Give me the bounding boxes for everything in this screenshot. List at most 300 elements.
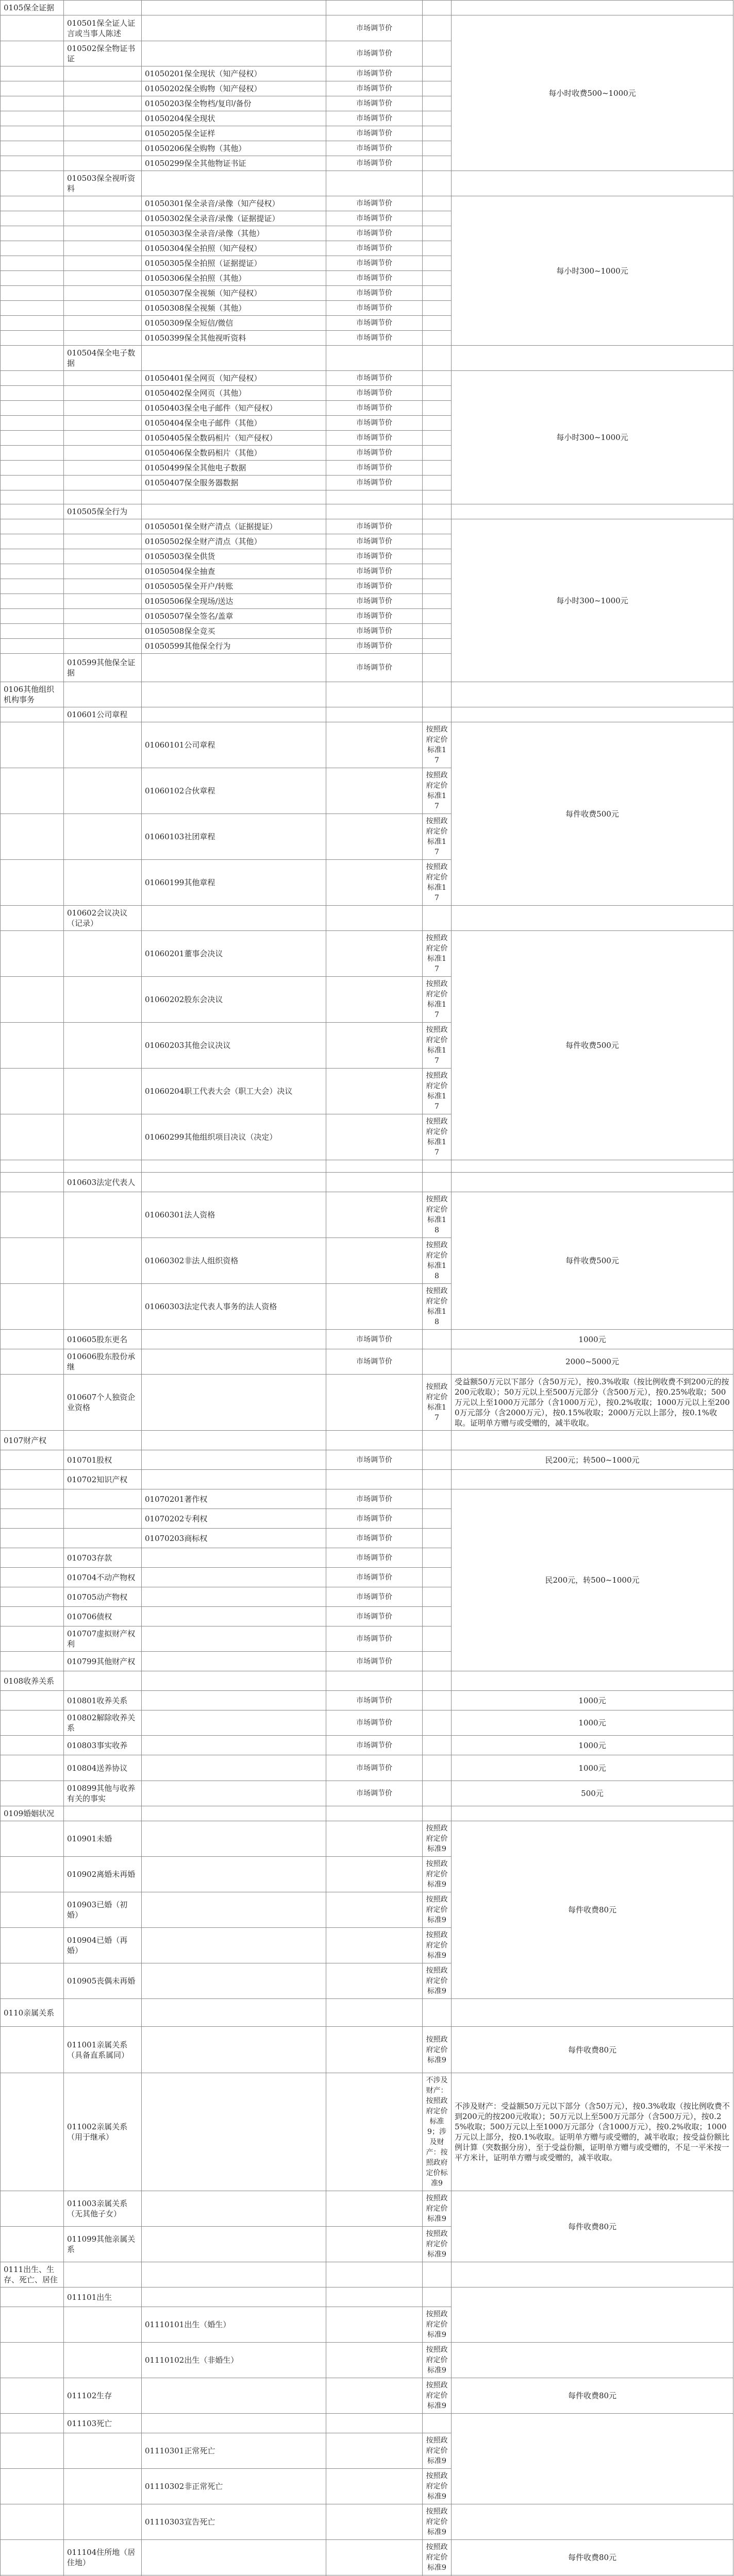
table-row xyxy=(1,2540,733,2575)
subitem-cell: 01050406保全数码相片（其他） xyxy=(142,446,326,461)
fee-standard-cell: 每件收费80元 xyxy=(452,1821,733,1999)
gov-price-cell xyxy=(423,301,452,316)
market-price-cell xyxy=(326,2414,423,2433)
market-price-cell xyxy=(326,2307,423,2343)
market-price-cell: 市场调节价 xyxy=(326,196,423,211)
fee-standard-cell xyxy=(452,2343,733,2378)
category-cell: 0110亲属关系 xyxy=(1,1999,64,2027)
fee-standard-cell: 1000元 xyxy=(452,1755,733,1781)
fee-standard-cell: 民200元，转500~1000元 xyxy=(452,1489,733,1671)
subitem-cell: 01110102出生（非婚生） xyxy=(142,2343,326,2378)
fee-standard-cell: 不涉及财产：受益额50万元以下部分（含50万元），按0.3%收取（按比例收费不到200元的按200元收取）；50万元以上至500万元部分（含500万元），按0.25%收取；500万元以上至1000万元部分（含1000万元），按0.2%收取；1000万元以上部分，按0.1%收取。证明单方赠与或受赠的，减半收取；按受益份额比例计算（突数据分房），至于受益份额，证明单方赠与或受赠的，不足一平米按一平方米计，证明单方赠与或受赠的，减半收取。 xyxy=(452,2073,733,2191)
category-cell xyxy=(1,977,64,1023)
item-cell xyxy=(64,860,142,906)
category-cell xyxy=(1,15,64,41)
category-cell xyxy=(1,416,64,431)
market-price-cell: 市场调节价 xyxy=(326,1330,423,1349)
market-price-cell xyxy=(326,2343,423,2378)
gov-price-cell xyxy=(423,534,452,549)
market-price-cell: 市场调节价 xyxy=(326,301,423,316)
fee-standard-cell xyxy=(452,2504,733,2540)
table-row xyxy=(1,1431,733,1450)
subitem-cell: 01060202股东会决议 xyxy=(142,977,326,1023)
gov-price-cell xyxy=(423,519,452,534)
category-cell: 0108收养关系 xyxy=(1,1671,64,1691)
gov-price-cell xyxy=(423,331,452,346)
item-cell xyxy=(64,416,142,431)
category-cell xyxy=(1,1375,64,1431)
gov-price-cell xyxy=(423,1671,452,1691)
market-price-cell xyxy=(326,2287,423,2307)
fee-standard-cell: 每件收费500元 xyxy=(452,1192,733,1330)
item-cell: 010701股权 xyxy=(64,1450,142,1470)
gov-price-cell xyxy=(423,1691,452,1710)
gov-price-cell: 按照政府定价标准9 xyxy=(423,1857,452,1892)
category-cell xyxy=(1,371,64,386)
item-cell xyxy=(64,2262,142,2287)
category-cell xyxy=(1,1470,64,1489)
item-cell xyxy=(64,977,142,1023)
category-cell xyxy=(1,41,64,66)
item-cell: 010606股东股份承继 xyxy=(64,1349,142,1375)
market-price-cell xyxy=(326,1,423,15)
market-price-cell: 市场调节价 xyxy=(326,401,423,416)
item-cell: 010607个人独资企业资格 xyxy=(64,1375,142,1431)
gov-price-cell xyxy=(423,564,452,579)
table-row xyxy=(1,1999,733,2027)
gov-price-cell: 按照政府定价标准17 xyxy=(423,977,452,1023)
table-row xyxy=(1,1375,733,1431)
category-cell xyxy=(1,1736,64,1755)
gov-price-cell xyxy=(423,1999,452,2027)
market-price-cell xyxy=(326,1173,423,1192)
table-row xyxy=(1,1470,733,1489)
subitem-cell xyxy=(142,15,326,41)
subitem-cell: 01050304保全拍照（知产侵权） xyxy=(142,241,326,256)
gov-price-cell: 按照政府定价标准17 xyxy=(423,931,452,977)
category-cell xyxy=(1,1349,64,1375)
gov-price-cell xyxy=(423,96,452,111)
market-price-cell xyxy=(326,2191,423,2227)
gov-price-cell xyxy=(423,66,452,81)
category-cell xyxy=(1,1963,64,1999)
fee-standard-cell: 受益额50万元以下部分（含50万元），按0.3%收取（按比例收费不到200元的按200元收取）；50万元以上至500万元部分（含500万元），按0.25%收取；500万元以上至1000万元部分（含1000万元），按0.2%收取；1000万元以上至2000万元部分（含2000万元），按0.15%收取；2000万元以上部分，按0.1%收取。证明单方赠与或受赠的，减半收取。 xyxy=(452,1375,733,1431)
table-row xyxy=(1,2414,733,2433)
gov-price-cell: 按照政府定价标准9 xyxy=(423,2433,452,2469)
subitem-cell: 01050503保全供货 xyxy=(142,549,326,564)
item-cell xyxy=(64,461,142,476)
subitem-cell: 01050306保全拍照（其他） xyxy=(142,271,326,286)
fee-standard-cell: 每件收费500元 xyxy=(452,722,733,906)
subitem-cell xyxy=(142,2027,326,2073)
gov-price-cell xyxy=(423,609,452,624)
item-cell: 010601公司章程 xyxy=(64,707,142,722)
subitem-cell: 01050203保全物档/复印/备份 xyxy=(142,96,326,111)
fee-standard-cell: 1000元 xyxy=(452,1691,733,1710)
item-cell: 010501保全证人证言或当事人陈述 xyxy=(64,15,142,41)
item-cell: 011002亲属关系（用于继承） xyxy=(64,2073,142,2191)
category-cell xyxy=(1,476,64,490)
subitem-cell xyxy=(142,1821,326,1857)
market-price-cell: 市场调节价 xyxy=(326,1755,423,1781)
market-price-cell: 市场调节价 xyxy=(326,461,423,476)
gov-price-cell: 按照政府定价标准9 xyxy=(423,2027,452,2073)
fee-standard-cell: 每件收费80元 xyxy=(452,2191,733,2262)
subitem-cell: 01070203商标权 xyxy=(142,1529,326,1548)
gov-price-cell xyxy=(423,1806,452,1821)
subitem-cell: 01060103社团章程 xyxy=(142,814,326,860)
market-price-cell: 市场调节价 xyxy=(326,549,423,564)
market-price-cell: 市场调节价 xyxy=(326,271,423,286)
subitem-cell xyxy=(142,2262,326,2287)
item-cell: 011101出生 xyxy=(64,2287,142,2307)
subitem-cell xyxy=(142,1173,326,1192)
market-price-cell xyxy=(326,171,423,196)
market-price-cell: 市场调节价 xyxy=(326,1548,423,1568)
market-price-cell xyxy=(326,2073,423,2191)
gov-price-cell xyxy=(423,476,452,490)
market-price-cell xyxy=(326,2227,423,2262)
market-price-cell: 市场调节价 xyxy=(326,1568,423,1587)
fee-standard-cell: 每小时300~1000元 xyxy=(452,196,733,346)
item-cell xyxy=(64,1160,142,1173)
category-cell xyxy=(1,1023,64,1069)
table-row xyxy=(1,1710,733,1736)
category-cell xyxy=(1,156,64,171)
fee-standard-cell: 民200元；转500~1000元 xyxy=(452,1450,733,1470)
gov-price-cell: 按照政府定价标准9 xyxy=(423,1821,452,1857)
table-row xyxy=(1,171,733,196)
fee-standard-cell xyxy=(452,1470,733,1489)
fee-standard-cell: 500元 xyxy=(452,1781,733,1806)
gov-price-cell xyxy=(423,41,452,66)
category-cell xyxy=(1,2027,64,2073)
fee-standard-cell xyxy=(452,346,733,371)
category-cell xyxy=(1,2307,64,2343)
subitem-cell xyxy=(142,2073,326,2191)
subitem-cell: 01060203其他会议决议 xyxy=(142,1023,326,1069)
category-cell: 0109婚姻状况 xyxy=(1,1806,64,1821)
subitem-cell xyxy=(142,2378,326,2414)
item-cell: 010801收养关系 xyxy=(64,1691,142,1710)
market-price-cell: 市场调节价 xyxy=(326,211,423,226)
category-cell xyxy=(1,2414,64,2433)
gov-price-cell: 按照政府定价标准9 xyxy=(423,2504,452,2540)
market-price-cell: 市场调节价 xyxy=(326,1691,423,1710)
item-cell xyxy=(64,2307,142,2343)
market-price-cell: 市场调节价 xyxy=(326,1450,423,1470)
subitem-cell xyxy=(142,682,326,707)
category-cell xyxy=(1,1821,64,1857)
item-cell: 010702知识产权 xyxy=(64,1470,142,1489)
market-price-cell: 市场调节价 xyxy=(326,1349,423,1375)
category-cell xyxy=(1,241,64,256)
market-price-cell: 市场调节价 xyxy=(326,1489,423,1509)
item-cell xyxy=(64,1069,142,1114)
category-cell xyxy=(1,2504,64,2540)
category-cell xyxy=(1,286,64,301)
gov-price-cell xyxy=(423,241,452,256)
market-price-cell xyxy=(326,1928,423,1963)
subitem-cell xyxy=(142,1375,326,1431)
category-cell xyxy=(1,401,64,416)
gov-price-cell xyxy=(423,707,452,722)
gov-price-cell: 按照政府定价标准17 xyxy=(423,1069,452,1114)
item-cell xyxy=(64,2469,142,2504)
gov-price-cell xyxy=(423,1330,452,1349)
fee-standard-cell: 2000~5000元 xyxy=(452,1349,733,1375)
market-price-cell: 市场调节价 xyxy=(326,126,423,141)
subitem-cell xyxy=(142,504,326,519)
category-cell xyxy=(1,504,64,519)
category-cell xyxy=(1,1069,64,1114)
gov-price-cell xyxy=(423,1489,452,1509)
item-cell: 011102生存 xyxy=(64,2378,142,2414)
category-cell xyxy=(1,490,64,504)
category-cell xyxy=(1,1114,64,1160)
subitem-cell: 01050308保全视频（其他） xyxy=(142,301,326,316)
fee-standard-cell xyxy=(452,707,733,722)
market-price-cell xyxy=(326,504,423,519)
market-price-cell: 市场调节价 xyxy=(326,141,423,156)
subitem-cell xyxy=(142,1691,326,1710)
fee-standard-cell xyxy=(452,2414,733,2504)
gov-price-cell xyxy=(423,15,452,41)
category-cell: 0107财产权 xyxy=(1,1431,64,1450)
item-cell: 010899其他与收养有关的事实 xyxy=(64,1781,142,1806)
category-cell xyxy=(1,211,64,226)
category-cell xyxy=(1,564,64,579)
subitem-cell: 01050202保全购物（知产侵权） xyxy=(142,81,326,96)
table-row xyxy=(1,371,733,386)
gov-price-cell: 按照政府定价标准9 xyxy=(423,2191,452,2227)
market-price-cell: 市场调节价 xyxy=(326,386,423,401)
gov-price-cell xyxy=(423,2287,452,2307)
subitem-cell: 01050206保全购物（其他） xyxy=(142,141,326,156)
item-cell xyxy=(64,1806,142,1821)
market-price-cell xyxy=(326,1114,423,1160)
gov-price-cell xyxy=(423,111,452,126)
item-cell xyxy=(64,564,142,579)
subitem-cell xyxy=(142,2287,326,2307)
category-cell xyxy=(1,639,64,654)
category-cell xyxy=(1,1450,64,1470)
subitem-cell xyxy=(142,2540,326,2575)
item-cell xyxy=(64,371,142,386)
table-row xyxy=(1,906,733,931)
category-cell xyxy=(1,549,64,564)
category-cell xyxy=(1,66,64,81)
gov-price-cell: 按照政府定价标准17 xyxy=(423,768,452,814)
subitem-cell xyxy=(142,2227,326,2262)
fee-standard-cell: 每件收费80元 xyxy=(452,2027,733,2073)
subitem-cell xyxy=(142,1652,326,1671)
market-price-cell: 市场调节价 xyxy=(326,446,423,461)
gov-price-cell xyxy=(423,386,452,401)
subitem-cell xyxy=(142,707,326,722)
gov-price-cell xyxy=(423,1736,452,1755)
category-cell xyxy=(1,768,64,814)
item-cell xyxy=(64,1999,142,2027)
subitem-cell: 01070201著作权 xyxy=(142,1489,326,1509)
subitem-cell xyxy=(142,1330,326,1349)
item-cell xyxy=(64,96,142,111)
market-price-cell: 市场调节价 xyxy=(326,81,423,96)
gov-price-cell xyxy=(423,126,452,141)
subitem-cell: 01060201董事会决议 xyxy=(142,931,326,977)
gov-price-cell xyxy=(423,549,452,564)
table-row xyxy=(1,2027,733,2073)
gov-price-cell xyxy=(423,1710,452,1736)
gov-price-cell xyxy=(423,579,452,594)
table-row xyxy=(1,1755,733,1781)
category-cell xyxy=(1,2343,64,2378)
category-cell xyxy=(1,860,64,906)
subitem-cell: 01050399保全其他视听资料 xyxy=(142,331,326,346)
subitem-cell xyxy=(142,1710,326,1736)
category-cell xyxy=(1,1587,64,1607)
category-cell xyxy=(1,256,64,271)
gov-price-cell xyxy=(423,141,452,156)
category-cell xyxy=(1,1548,64,1568)
gov-price-cell xyxy=(423,211,452,226)
category-cell xyxy=(1,2191,64,2227)
item-cell: 010703存款 xyxy=(64,1548,142,1568)
market-price-cell: 市场调节价 xyxy=(326,1509,423,1529)
item-cell xyxy=(64,1,142,15)
item-cell xyxy=(64,682,142,707)
item-cell xyxy=(64,1431,142,1450)
category-cell xyxy=(1,594,64,609)
category-cell xyxy=(1,654,64,682)
item-cell xyxy=(64,81,142,96)
gov-price-cell: 按照政府定价标准18 xyxy=(423,1284,452,1330)
subitem-cell: 01110302非正常死亡 xyxy=(142,2469,326,2504)
market-price-cell: 市场调节价 xyxy=(326,519,423,534)
market-price-cell xyxy=(326,1963,423,1999)
market-price-cell xyxy=(326,1999,423,2027)
market-price-cell: 市场调节价 xyxy=(326,534,423,549)
fee-standard-cell xyxy=(452,682,733,707)
market-price-cell: 市场调节价 xyxy=(326,156,423,171)
fee-standard-cell xyxy=(452,906,733,931)
fee-table-body xyxy=(1,1,733,2576)
item-cell: 010903已婚（初婚） xyxy=(64,1892,142,1928)
market-price-cell: 市场调节价 xyxy=(326,1587,423,1607)
gov-price-cell: 按照政府定价标准9 xyxy=(423,1928,452,1963)
gov-price-cell: 按照政府定价标准9 xyxy=(423,1963,452,1999)
subitem-cell: 01110303宣告死亡 xyxy=(142,2504,326,2540)
market-price-cell: 市场调节价 xyxy=(326,241,423,256)
market-price-cell: 市场调节价 xyxy=(326,1652,423,1671)
subitem-cell xyxy=(142,490,326,504)
category-cell xyxy=(1,1626,64,1652)
market-price-cell: 市场调节价 xyxy=(326,286,423,301)
table-row xyxy=(1,1349,733,1375)
item-cell: 011103死亡 xyxy=(64,2414,142,2433)
market-price-cell: 市场调节价 xyxy=(326,564,423,579)
category-cell xyxy=(1,2433,64,2469)
item-cell xyxy=(64,1023,142,1069)
gov-price-cell xyxy=(423,1652,452,1671)
market-price-cell: 市场调节价 xyxy=(326,111,423,126)
category-cell xyxy=(1,534,64,549)
gov-price-cell: 按照政府定价标准17 xyxy=(423,1023,452,1069)
category-cell xyxy=(1,1330,64,1349)
category-cell xyxy=(1,1857,64,1892)
item-cell xyxy=(64,579,142,594)
gov-price-cell: 按照政府定价标准9 xyxy=(423,2307,452,2343)
category-cell xyxy=(1,171,64,196)
subitem-cell: 01050401保全网页（知产侵权） xyxy=(142,371,326,386)
gov-price-cell xyxy=(423,346,452,371)
table-row xyxy=(1,346,733,371)
market-price-cell xyxy=(326,1671,423,1691)
fee-standard-cell xyxy=(452,2287,733,2343)
market-price-cell: 市场调节价 xyxy=(326,639,423,654)
market-price-cell: 市场调节价 xyxy=(326,476,423,490)
subitem-cell: 01050302保全录音/录像（证据提证） xyxy=(142,211,326,226)
item-cell xyxy=(64,490,142,504)
category-cell xyxy=(1,461,64,476)
category-cell: 0111出生、生存、死亡、居住 xyxy=(1,2262,64,2287)
gov-price-cell xyxy=(423,371,452,386)
item-cell xyxy=(64,476,142,490)
subitem-cell xyxy=(142,1626,326,1652)
subitem-cell: 01050505保全开户/转账 xyxy=(142,579,326,594)
item-cell xyxy=(64,1671,142,1691)
subitem-cell xyxy=(142,1568,326,1587)
item-cell: 010904已婚（再婚） xyxy=(64,1928,142,1963)
market-price-cell xyxy=(326,1806,423,1821)
category-cell xyxy=(1,1489,64,1509)
item-cell xyxy=(64,1192,142,1238)
subitem-cell xyxy=(142,346,326,371)
subitem-cell xyxy=(142,1736,326,1755)
fee-standard-cell xyxy=(452,1806,733,1821)
item-cell xyxy=(64,316,142,331)
item-cell xyxy=(64,549,142,564)
market-price-cell: 市场调节价 xyxy=(326,66,423,81)
market-price-cell: 市场调节价 xyxy=(326,1607,423,1626)
table-row xyxy=(1,2287,733,2307)
fee-standard-cell xyxy=(452,504,733,519)
category-cell xyxy=(1,2378,64,2414)
item-cell xyxy=(64,519,142,534)
market-price-cell xyxy=(326,1375,423,1431)
gov-price-cell xyxy=(423,156,452,171)
market-price-cell xyxy=(326,2504,423,2540)
table-row xyxy=(1,1450,733,1470)
fee-standard-cell xyxy=(452,1173,733,1192)
subitem-cell xyxy=(142,1431,326,1450)
market-price-cell: 市场调节价 xyxy=(326,594,423,609)
gov-price-cell xyxy=(423,316,452,331)
category-cell xyxy=(1,624,64,639)
item-cell: 010905丧偶未再婚 xyxy=(64,1963,142,1999)
subitem-cell: 01050501保全财产清点（证据提证） xyxy=(142,519,326,534)
table-row xyxy=(1,2073,733,2191)
fee-standard-cell: 1000元 xyxy=(452,1736,733,1755)
category-cell xyxy=(1,1568,64,1587)
category-cell xyxy=(1,331,64,346)
fee-standard-cell: 1000元 xyxy=(452,1330,733,1349)
category-cell xyxy=(1,814,64,860)
market-price-cell xyxy=(326,1857,423,1892)
market-price-cell: 市场调节价 xyxy=(326,1710,423,1736)
subitem-cell: 01050502保全财产清点（其他） xyxy=(142,534,326,549)
market-price-cell xyxy=(326,768,423,814)
